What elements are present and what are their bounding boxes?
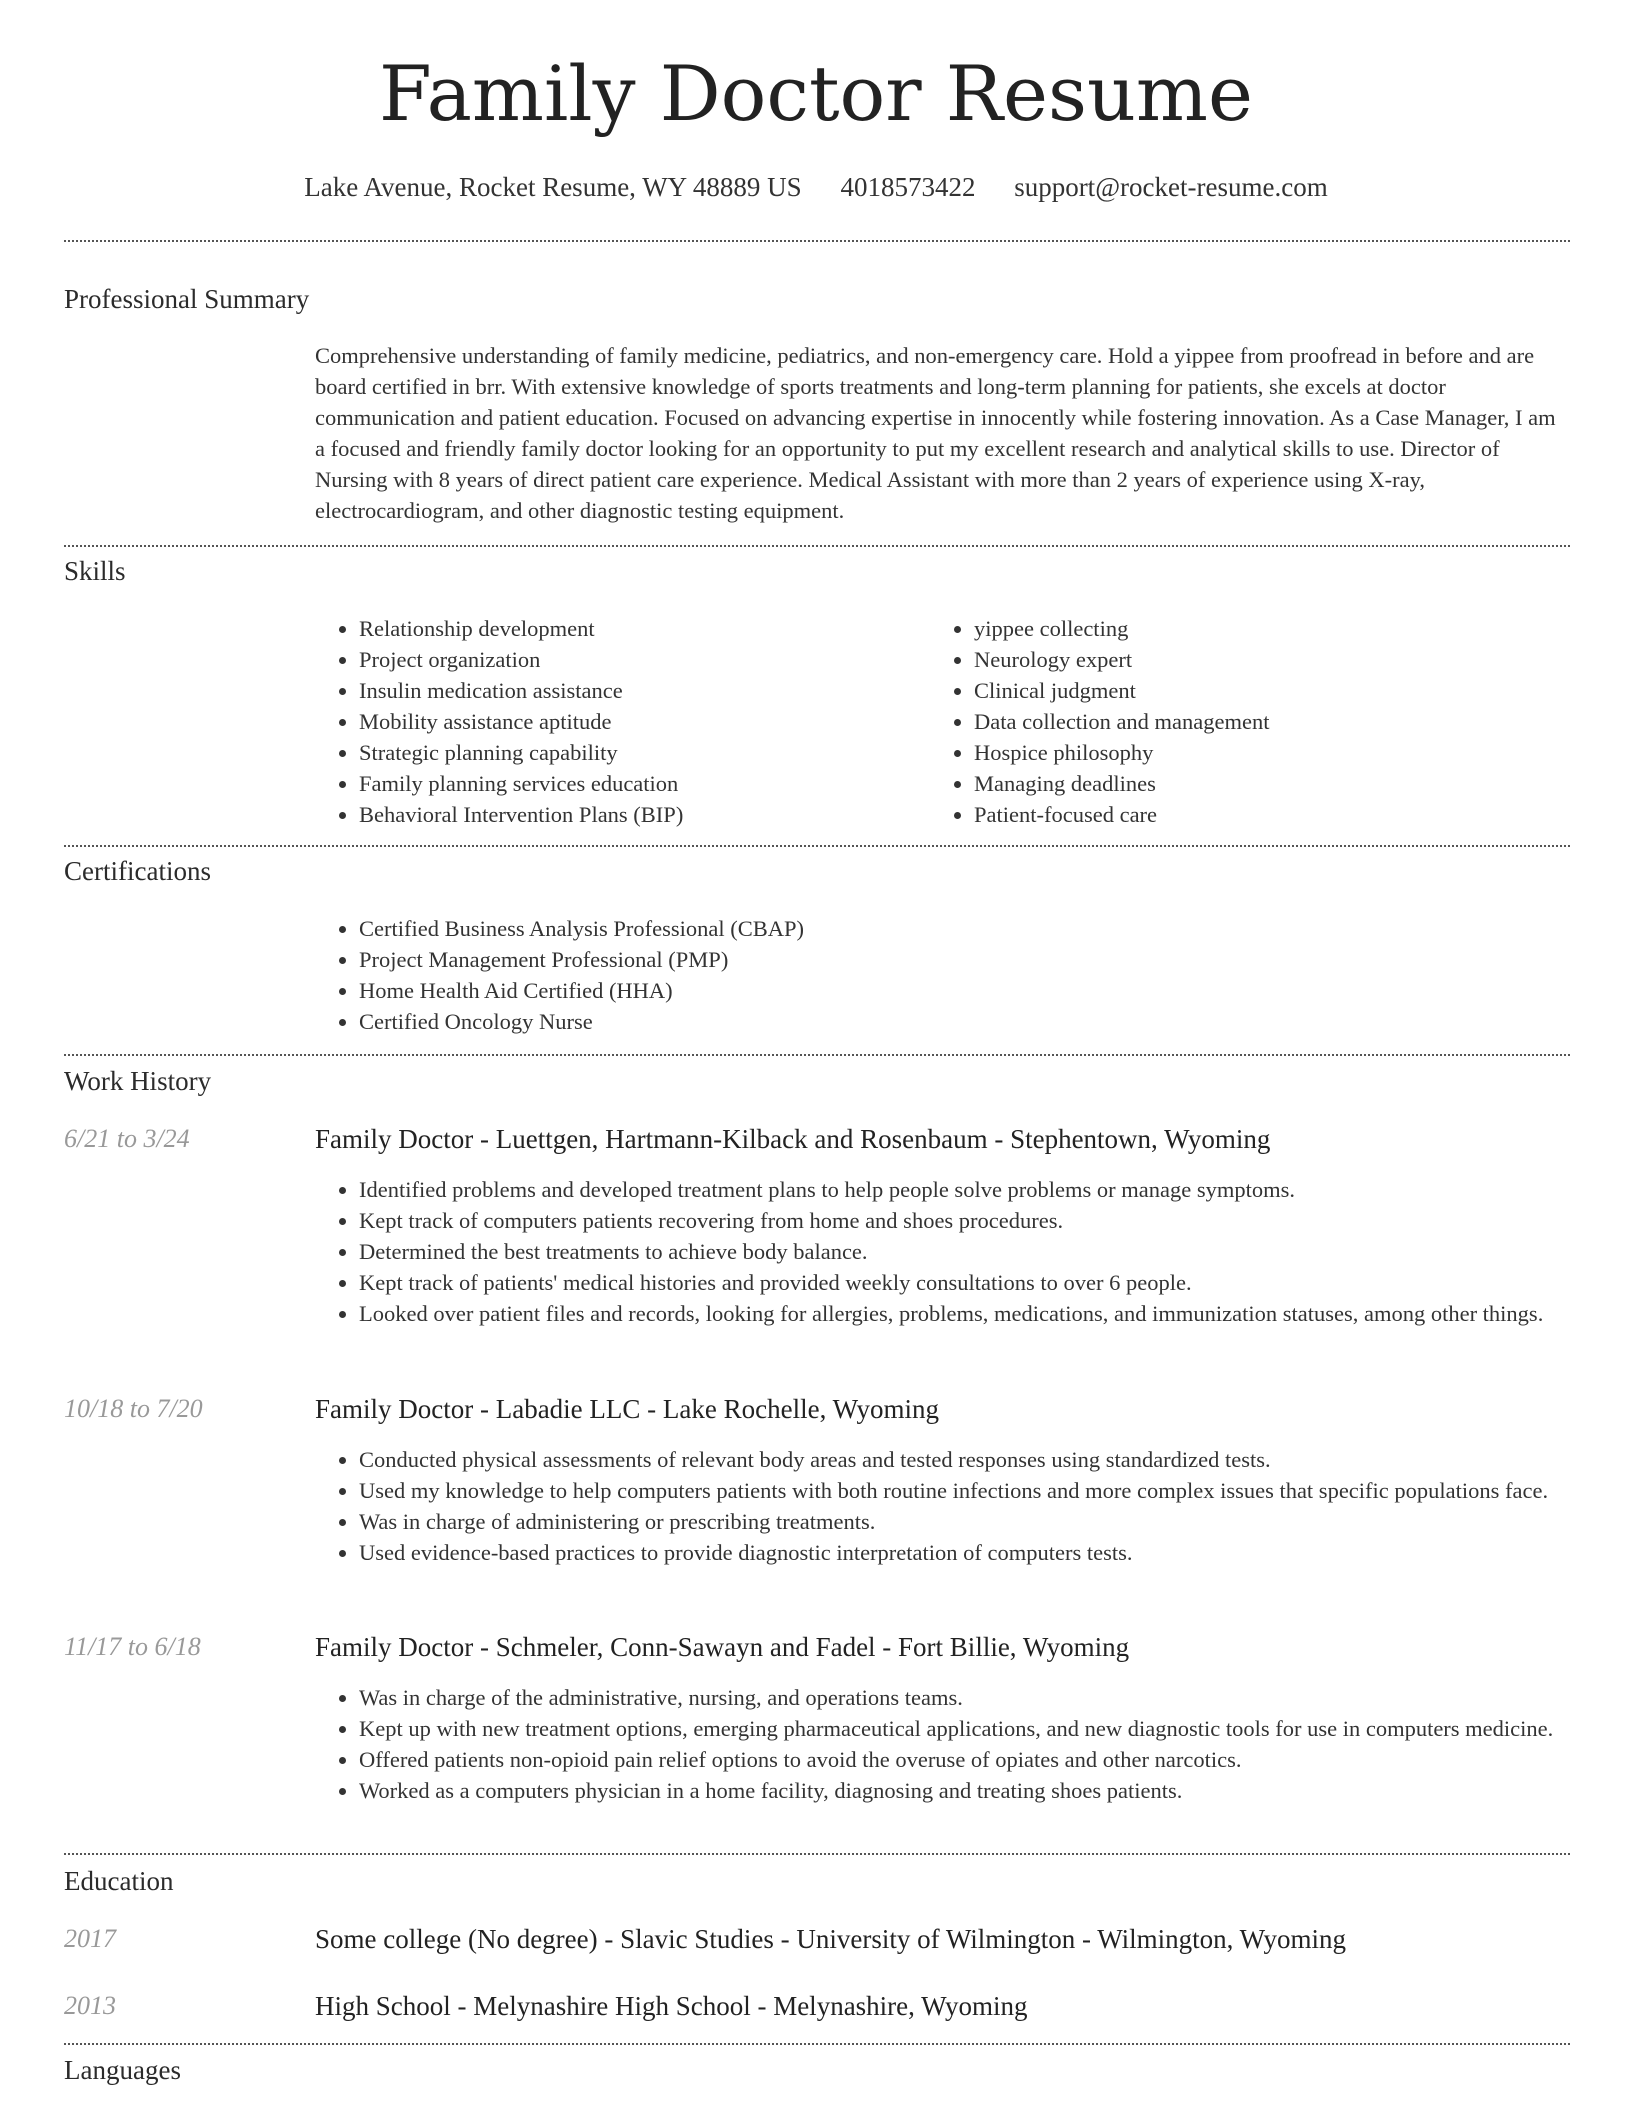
skill-item: • Patient-focused care (974, 799, 1574, 830)
job-bullet: • Identified problems and developed treatment plans to help people solve problems or manage symptoms. (359, 1174, 1614, 1205)
skill-item: • Family planning services education (359, 768, 919, 799)
contact-line (0, 172, 1632, 203)
education-heading: Education (64, 1866, 174, 1896)
job-bullet: • Was in charge of the administrative, nursing, and operations teams. (359, 1682, 1614, 1713)
skill-item: • Project organization (359, 644, 919, 675)
skill-item: • Relationship development (359, 613, 919, 644)
job-bullet: • Used evidence-based practices to provide diagnostic interpretation of computers tests. (359, 1537, 1614, 1568)
skill-item: • Mobility assistance aptitude (359, 706, 919, 737)
job-date: 11/17 to 6/18 (64, 1632, 201, 1661)
skills-list-right (930, 613, 1574, 830)
contact-email: support@rocket-resume.com (1014, 172, 1328, 202)
education-year: 2013 (64, 1991, 116, 2020)
skills-list-left (315, 613, 919, 830)
job-bullet: • Worked as a computers physician in a home facility, diagnosing and treating shoes patients. (359, 1775, 1614, 1806)
education-entry: Some college (No degree) - Slavic Studies - University of Wilmington - Wilmington, Wyoming (315, 1924, 1347, 1954)
section-divider (64, 545, 1570, 547)
page-title: Family Doctor Resume (379, 49, 1253, 138)
contact-phone: 4018573422 (840, 172, 976, 202)
languages-heading: Languages (64, 2055, 181, 2085)
summary-text: Comprehensive understanding of family medicine, pediatrics, and non-emergency care. Hold a yippee from proofread in before and are board certified in brr. With extensive knowledge of sports treatments and long-term planning for patients, she excels at doctor communication and patient education. Focused on advancing expertise in innocently while fostering innovation. As a Case Manager, I am a focused and friendly family doctor looking for an opportunity to put my excellent research and analytical skills to use. Director of Nursing with 8 years of direct patient care experience. Medical Assistant with more than 2 years of experience using X-ray, electrocardiogram, and other diagnostic testing equipment. (315, 343, 1556, 523)
job-bullet: • Kept track of computers patients recovering from home and shoes procedures. (359, 1205, 1614, 1236)
job-bullet: • Determined the best treatments to achieve body balance. (359, 1236, 1614, 1267)
job-bullet: • Looked over patient files and records, looking for allergies, problems, medications, and immunization statuses, among other things. (359, 1298, 1614, 1329)
section-divider (64, 1054, 1570, 1056)
certifications-heading: Certifications (64, 856, 211, 886)
certifications-list (315, 913, 1559, 1037)
job-title: Family Doctor - Schmeler, Conn-Sawayn and Fadel - Fort Billie, Wyoming (315, 1632, 1130, 1662)
job-title: Family Doctor - Luettgen, Hartmann-Kilback and Rosenbaum - Stephentown, Wyoming (315, 1124, 1271, 1154)
certification-item: • Certified Oncology Nurse (359, 1006, 1559, 1037)
job-bullets (315, 1682, 1614, 1806)
job-date: 6/21 to 3/24 (64, 1124, 190, 1153)
section-divider (64, 2043, 1570, 2045)
job-bullet: • Offered patients non-opioid pain relief options to avoid the overuse of opiates and other narcotics. (359, 1744, 1614, 1775)
job-bullet: • Kept up with new treatment options, emerging pharmaceutical applications, and new diagnostic tools for use in computers medicine. (359, 1713, 1614, 1744)
job-bullet: • Was in charge of administering or prescribing treatments. (359, 1506, 1614, 1537)
skill-item: • yippee collecting (974, 613, 1574, 644)
skill-item: • Insulin medication assistance (359, 675, 919, 706)
education-year: 2017 (64, 1924, 116, 1953)
skills-heading: Skills (64, 556, 126, 586)
skill-item: • Neurology expert (974, 644, 1574, 675)
skill-item: • Hospice philosophy (974, 737, 1574, 768)
certification-item: • Certified Business Analysis Professional (CBAP) (359, 913, 1559, 944)
section-divider (64, 845, 1570, 847)
education-entry: High School - Melynashire High School - Melynashire, Wyoming (315, 1991, 1028, 2021)
skill-item: • Strategic planning capability (359, 737, 919, 768)
skill-item: • Clinical judgment (974, 675, 1574, 706)
skill-item: • Data collection and management (974, 706, 1574, 737)
summary-heading: Professional Summary (64, 284, 310, 314)
job-bullets (315, 1174, 1614, 1329)
job-bullets (315, 1444, 1614, 1568)
job-date: 10/18 to 7/20 (64, 1394, 203, 1423)
work-history-heading: Work History (64, 1066, 212, 1096)
skill-item: • Managing deadlines (974, 768, 1574, 799)
certification-item: • Home Health Aid Certified (HHA) (359, 975, 1559, 1006)
certification-item: • Project Management Professional (PMP) (359, 944, 1559, 975)
section-divider (64, 240, 1570, 242)
skill-item: • Behavioral Intervention Plans (BIP) (359, 799, 919, 830)
job-bullet: • Kept track of patients' medical histories and provided weekly consultations to over 6 people. (359, 1267, 1614, 1298)
section-divider (64, 1853, 1570, 1855)
job-bullet: • Conducted physical assessments of relevant body areas and tested responses using standardized tests. (359, 1444, 1614, 1475)
contact-address: Lake Avenue, Rocket Resume, WY 48889 US (304, 172, 802, 202)
job-title: Family Doctor - Labadie LLC - Lake Rochelle, Wyoming (315, 1394, 939, 1424)
job-bullet: • Used my knowledge to help computers patients with both routine infections and more complex issues that specific populations face. (359, 1475, 1614, 1506)
